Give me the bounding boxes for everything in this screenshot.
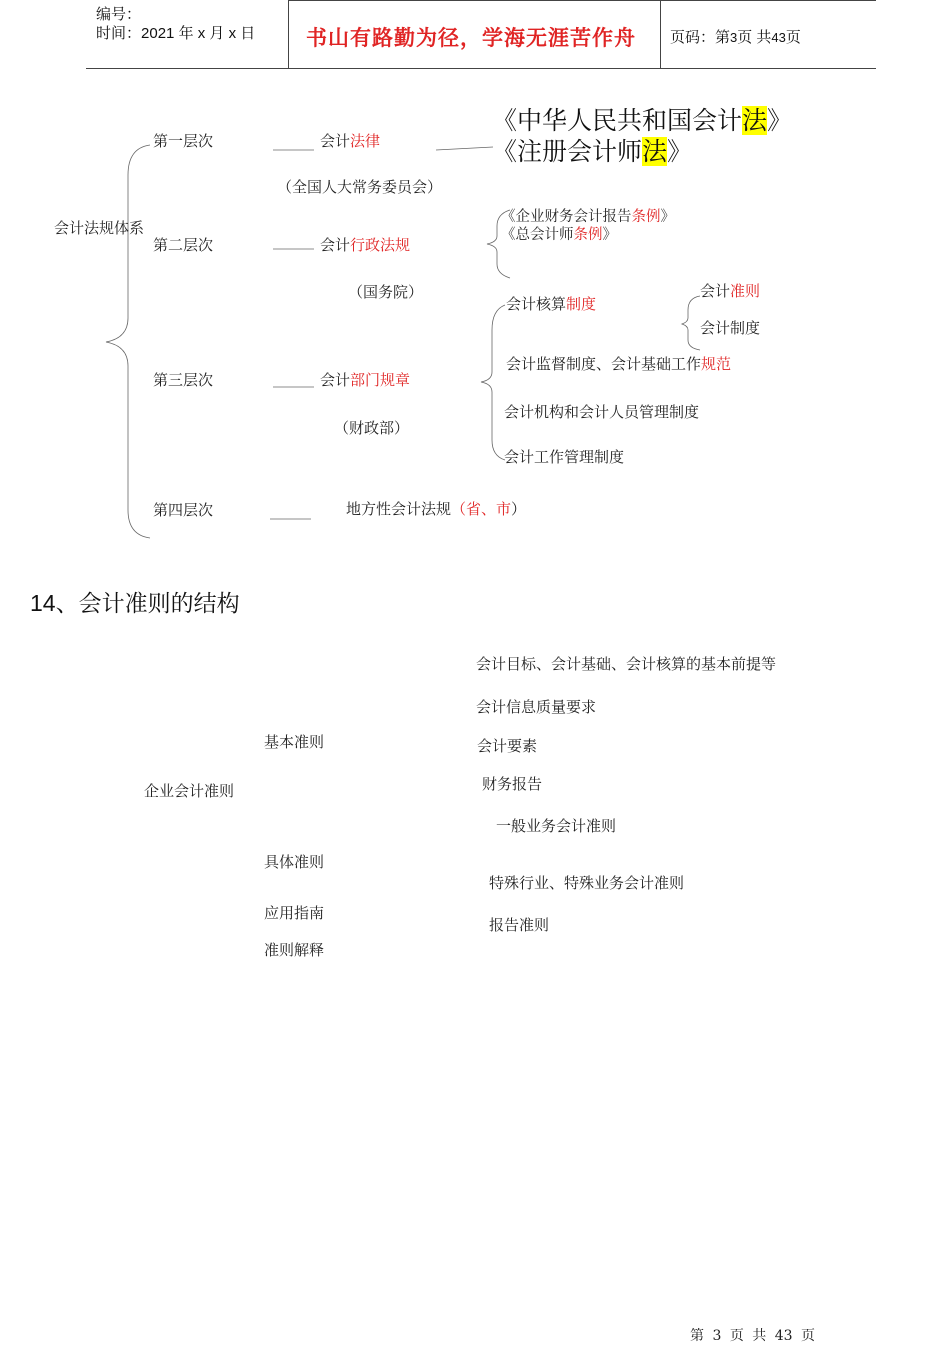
- page-mid: 页 共: [737, 29, 772, 46]
- law1-after: 》: [767, 106, 793, 135]
- page-current: 3: [730, 30, 738, 45]
- footer-ye: 页: [729, 1328, 744, 1344]
- specific-standards: 具体准则: [264, 853, 325, 871]
- footer-gong: 共: [752, 1328, 767, 1344]
- level1-type-red: 法律: [350, 132, 381, 150]
- header-motto: 书山有路勤为径，学海无涯苦作舟: [306, 27, 636, 50]
- level2-label: 第二层次: [153, 236, 214, 254]
- hesuan-prefix: 会计核算: [506, 295, 567, 313]
- zhunze-prefix: 会计: [700, 282, 731, 300]
- time-month: x: [197, 25, 206, 42]
- level3-hesuan: [506, 293, 596, 314]
- level2-type-prefix: 会计: [320, 236, 351, 254]
- basic-item-3: 会计要素: [477, 737, 538, 755]
- level3-jigou: 会计机构和会计人员管理制度: [504, 403, 700, 421]
- level4-red: （省、市: [451, 500, 512, 518]
- reg2-after: 》: [602, 227, 617, 243]
- application-guide: 应用指南: [264, 904, 325, 922]
- specific-item-2: 特殊行业、特殊业务会计准则: [489, 874, 685, 892]
- level2-type-red: 行政法规: [350, 236, 411, 254]
- law2-before: 《注册会计师: [492, 137, 643, 166]
- number-label: 编号：: [96, 6, 142, 23]
- reg2-before: 《总会计师: [501, 227, 574, 243]
- level1-type-prefix: 会计: [320, 132, 351, 150]
- time-year: 2021: [141, 25, 175, 42]
- level3-type-red: 部门规章: [350, 371, 411, 389]
- time-nian: 年: [178, 25, 194, 42]
- level3-zhunze: [700, 280, 760, 301]
- law1-highlight: 法: [742, 106, 768, 135]
- specific-item-3: 报告准则: [489, 916, 550, 934]
- level3-issuer: （财政部）: [334, 419, 410, 437]
- level3-gongzuo: 会计工作管理制度: [504, 448, 625, 466]
- page-prefix: 页码：第: [670, 29, 731, 46]
- hierarchy-root: 会计法规体系: [54, 219, 145, 237]
- level3-jiandu: [506, 353, 731, 374]
- level4-label: 第四层次: [153, 501, 214, 519]
- jiandu-red: 规范: [701, 355, 732, 373]
- footer-total: 43: [774, 1328, 793, 1344]
- specific-item-1: 一般业务会计准则: [496, 817, 617, 835]
- level3-type: [320, 369, 410, 390]
- level2-type: [320, 234, 410, 255]
- reg1-before: 《企业财务会计报告: [501, 209, 632, 225]
- standards-root: 企业会计准则: [144, 782, 235, 800]
- jiandu-prefix: 会计监督制度、会计基础工作: [506, 355, 702, 373]
- footer-di: 第: [690, 1328, 704, 1344]
- zhunze-red: 准则: [730, 282, 761, 300]
- level1-law-2: [492, 136, 692, 167]
- level3-zhidu: 会计制度: [700, 319, 761, 337]
- level1-issuer: （全国人大常务委员会）: [277, 178, 443, 196]
- law2-highlight: 法: [642, 137, 668, 166]
- hesuan-red: 制度: [566, 295, 597, 313]
- standards-interpretation: 准则解释: [264, 941, 325, 959]
- level3-label: 第三层次: [153, 371, 214, 389]
- time-yue: 月: [209, 25, 225, 42]
- level4-main: 地方性会计法规: [346, 500, 452, 518]
- level2-issuer: （国务院）: [348, 283, 424, 301]
- law2-after: 》: [667, 137, 693, 166]
- level4-text: [346, 498, 526, 519]
- level1-type: [320, 130, 380, 151]
- basic-item-2: 会计信息质量要求: [476, 698, 597, 716]
- reg1-red: 条例: [631, 209, 661, 225]
- basic-standards: 基本准则: [264, 733, 325, 751]
- level2-reg-2: [501, 223, 617, 244]
- page-total: 43: [771, 30, 786, 45]
- footer-current: 3: [712, 1328, 722, 1344]
- footer-ye2: 页: [801, 1328, 816, 1344]
- page-suffix: 页: [785, 29, 801, 46]
- level1-law-1: [492, 105, 792, 136]
- footer-page-number: [690, 1325, 815, 1345]
- time-label: 时间：: [96, 25, 142, 42]
- section-heading: 14、会计准则的结构: [30, 590, 240, 616]
- level4-close: ）: [511, 500, 527, 518]
- law1-before: 《中华人民共和国会计: [492, 106, 743, 135]
- basic-item-4: 财务报告: [482, 775, 543, 793]
- time-day: x: [228, 25, 237, 42]
- time-ri: 日: [240, 25, 256, 42]
- reg2-red: 条例: [573, 227, 603, 243]
- basic-item-1: 会计目标、会计基础、会计核算的基本前提等: [476, 655, 777, 673]
- level1-label: 第一层次: [153, 132, 214, 150]
- reg1-after: 》: [660, 209, 675, 225]
- level3-type-prefix: 会计: [320, 371, 351, 389]
